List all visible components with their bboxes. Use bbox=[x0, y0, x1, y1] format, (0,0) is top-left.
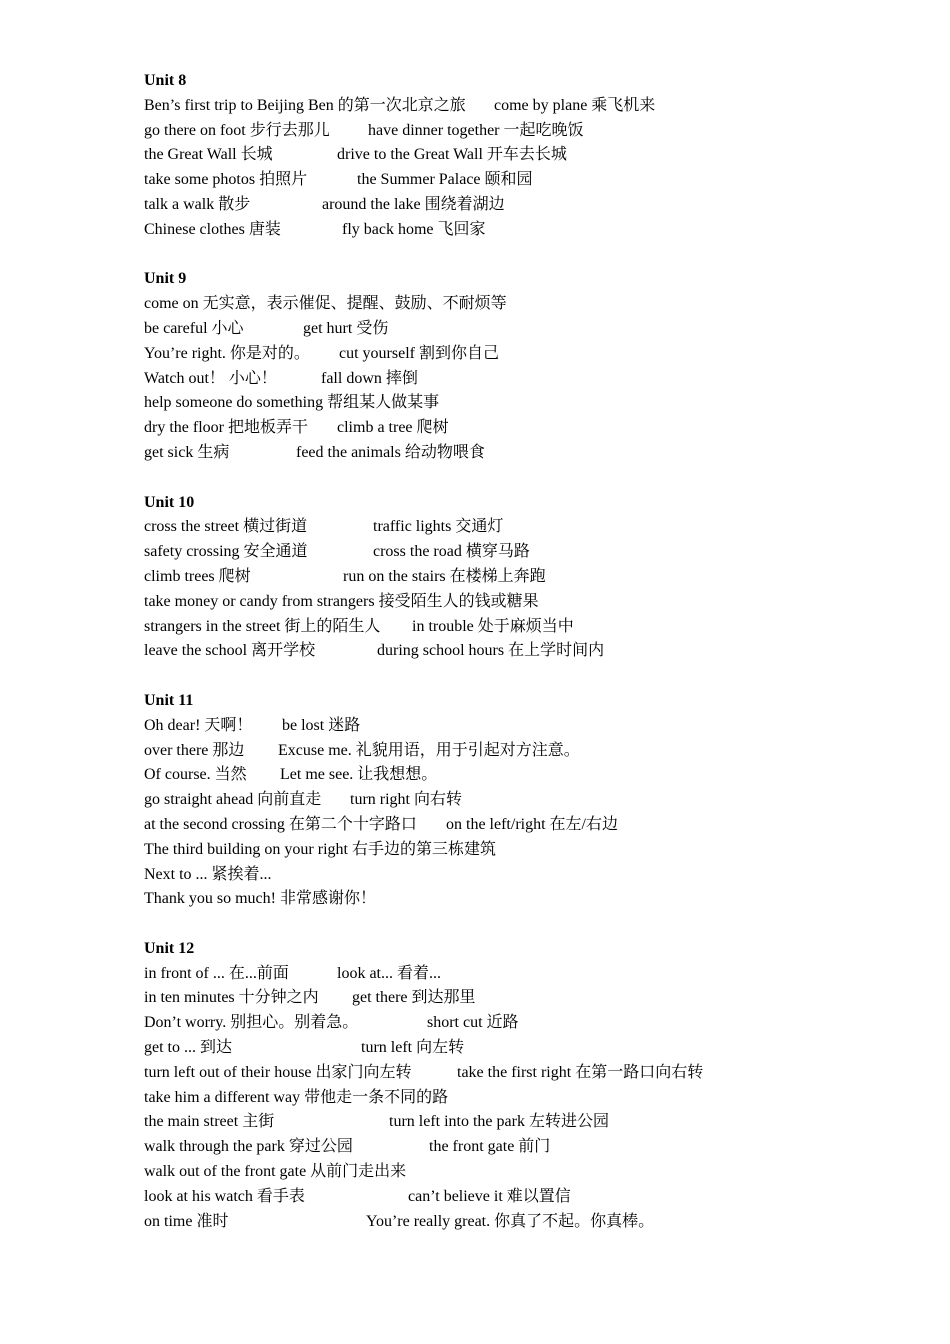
phrase: look at... 看着... bbox=[337, 964, 441, 982]
phrase: take money or candy from strangers 接受陌生人的钱或糖果 bbox=[144, 592, 539, 610]
phrase-line bbox=[144, 292, 904, 317]
phrase: Let me see. 让我想想。 bbox=[280, 766, 438, 784]
phrase: during school hours 在上学时间内 bbox=[377, 642, 605, 660]
phrase: get there 到达那里 bbox=[352, 989, 476, 1007]
phrase-line bbox=[144, 193, 904, 218]
phrase: Oh dear! 天啊！ bbox=[144, 716, 253, 734]
phrase-line bbox=[144, 1185, 904, 1210]
phrase: run on the stairs 在楼梯上奔跑 bbox=[343, 567, 546, 585]
phrase: climb a tree 爬树 bbox=[337, 419, 449, 437]
phrase: get sick 生病 bbox=[144, 443, 230, 461]
phrase-line bbox=[144, 1036, 904, 1061]
phrase: Don’t worry. 别担心。别着急。 bbox=[144, 1014, 359, 1032]
phrase: the Great Wall 长城 bbox=[144, 146, 273, 164]
phrase: help someone do something 帮组某人做某事 bbox=[144, 394, 440, 412]
phrase-line bbox=[144, 739, 904, 764]
phrase: cross the street 横过街道 bbox=[144, 518, 308, 536]
phrase-line bbox=[144, 515, 904, 540]
phrase: fall down 摔倒 bbox=[321, 369, 418, 387]
phrase: traffic lights 交通灯 bbox=[373, 518, 504, 536]
phrase-line bbox=[144, 1210, 904, 1235]
phrase-line bbox=[144, 317, 904, 342]
phrase: fly back home 飞回家 bbox=[342, 220, 486, 238]
vocabulary-document bbox=[144, 69, 904, 1259]
unit-section bbox=[144, 69, 904, 243]
phrase: leave the school 离开学校 bbox=[144, 642, 316, 660]
phrase-line bbox=[144, 639, 904, 664]
phrase: turn left into the park 左转进公园 bbox=[389, 1113, 609, 1131]
unit-section bbox=[144, 689, 904, 912]
phrase: be careful 小心 bbox=[144, 319, 244, 337]
phrase-line bbox=[144, 1160, 904, 1185]
phrase: go there on foot 步行去那儿 bbox=[144, 121, 330, 139]
phrase: walk out of the front gate 从前门走出来 bbox=[144, 1163, 407, 1181]
phrase-line bbox=[144, 838, 904, 863]
unit-section bbox=[144, 937, 904, 1235]
phrase: Of course. 当然 bbox=[144, 766, 247, 784]
phrase: Thank you so much! 非常感谢你！ bbox=[144, 890, 376, 908]
phrase: at the second crossing 在第二个十字路口 bbox=[144, 815, 417, 833]
phrase: around the lake 围绕着湖边 bbox=[322, 195, 505, 213]
phrase-line bbox=[144, 540, 904, 565]
phrase-line bbox=[144, 1110, 904, 1135]
phrase: strangers in the street 街上的陌生人 bbox=[144, 617, 381, 635]
phrase: the front gate 前门 bbox=[429, 1138, 551, 1156]
phrase-line bbox=[144, 887, 904, 912]
unit-title: Unit 8 bbox=[144, 72, 187, 89]
phrase-line bbox=[144, 788, 904, 813]
phrase: The third building on your right 右手边的第三栋建筑 bbox=[144, 840, 496, 858]
phrase: You’re really great. 你真了不起。你真棒。 bbox=[366, 1212, 655, 1230]
phrase: can’t believe it 难以置信 bbox=[408, 1187, 571, 1205]
phrase: in trouble 处于麻烦当中 bbox=[412, 617, 574, 635]
phrase: the main street 主街 bbox=[144, 1113, 275, 1131]
phrase: cross the road 横穿马路 bbox=[373, 543, 530, 561]
phrase: go straight ahead 向前直走 bbox=[144, 791, 322, 809]
phrase-line bbox=[144, 813, 904, 838]
phrase-line bbox=[144, 1061, 904, 1086]
phrase-line bbox=[144, 962, 904, 987]
phrase: Next to ... 紧挨着... bbox=[144, 865, 272, 883]
phrase: turn right 向右转 bbox=[350, 791, 462, 809]
phrase: be lost 迷路 bbox=[282, 716, 361, 734]
phrase-line bbox=[144, 1011, 904, 1036]
phrase: on time 准时 bbox=[144, 1212, 229, 1230]
phrase-line bbox=[144, 986, 904, 1011]
phrase: cut yourself 割到你自己 bbox=[339, 344, 499, 362]
phrase-line bbox=[144, 119, 904, 144]
phrase: dry the floor 把地板弄干 bbox=[144, 419, 308, 437]
phrase-line bbox=[144, 416, 904, 441]
phrase-line bbox=[144, 1086, 904, 1111]
phrase-line bbox=[144, 342, 904, 367]
unit-title: Unit 10 bbox=[144, 493, 195, 511]
phrase: drive to the Great Wall 开车去长城 bbox=[337, 146, 567, 164]
phrase-line bbox=[144, 143, 904, 168]
phrase: take the first right 在第一路口向右转 bbox=[457, 1063, 704, 1081]
phrase: safety crossing 安全通道 bbox=[144, 543, 308, 561]
phrase-line bbox=[144, 590, 904, 615]
phrase: short cut 近路 bbox=[427, 1014, 519, 1032]
phrase: in ten minutes 十分钟之内 bbox=[144, 989, 319, 1007]
phrase: Ben’s first trip to Beijing Ben 的第一次北京之旅 bbox=[144, 96, 466, 114]
phrase: have dinner together 一起吃晚饭 bbox=[368, 121, 584, 139]
phrase: Watch out！ 小心！ bbox=[144, 369, 277, 387]
phrase: look at his watch 看手表 bbox=[144, 1187, 305, 1205]
phrase-line bbox=[144, 94, 904, 119]
phrase-line bbox=[144, 763, 904, 788]
phrase: You’re right. 你是对的。 bbox=[144, 344, 310, 362]
phrase-line bbox=[144, 218, 904, 243]
phrase-line bbox=[144, 367, 904, 392]
unit-section bbox=[144, 491, 904, 665]
unit-title: Unit 12 bbox=[144, 939, 195, 957]
phrase: get hurt 受伤 bbox=[303, 319, 389, 337]
unit-title: Unit 9 bbox=[144, 270, 187, 288]
phrase: in front of ... 在...前面 bbox=[144, 964, 289, 982]
phrase-line bbox=[144, 391, 904, 416]
phrase: talk a walk 散步 bbox=[144, 195, 251, 213]
phrase-line bbox=[144, 441, 904, 466]
phrase-line bbox=[144, 615, 904, 640]
phrase: walk through the park 穿过公园 bbox=[144, 1138, 353, 1156]
phrase: come on 无实意，表示催促、提醒、鼓励、不耐烦等 bbox=[144, 295, 507, 313]
phrase-line bbox=[144, 168, 904, 193]
phrase: turn left 向左转 bbox=[361, 1039, 465, 1057]
phrase-line bbox=[144, 863, 904, 888]
phrase: Chinese clothes 唐装 bbox=[144, 220, 281, 238]
phrase: take some photos 拍照片 bbox=[144, 171, 308, 189]
phrase: feed the animals 给动物喂食 bbox=[296, 443, 485, 461]
phrase: turn left out of their house 出家门向左转 bbox=[144, 1063, 412, 1081]
unit-title: Unit 11 bbox=[144, 691, 194, 709]
phrase-line bbox=[144, 565, 904, 590]
phrase: Excuse me. 礼貌用语，用于引起对方注意。 bbox=[278, 741, 580, 759]
phrase: over there 那边 bbox=[144, 741, 245, 759]
phrase: climb trees 爬树 bbox=[144, 567, 251, 585]
phrase-line bbox=[144, 714, 904, 739]
phrase: take him a different way 带他走一条不同的路 bbox=[144, 1088, 449, 1106]
phrase-line bbox=[144, 1135, 904, 1160]
unit-section bbox=[144, 267, 904, 465]
phrase: come by plane 乘飞机来 bbox=[494, 96, 656, 114]
phrase: the Summer Palace 颐和园 bbox=[357, 171, 533, 189]
phrase: get to ... 到达 bbox=[144, 1039, 232, 1057]
phrase: on the left/right 在左/右边 bbox=[446, 815, 618, 833]
